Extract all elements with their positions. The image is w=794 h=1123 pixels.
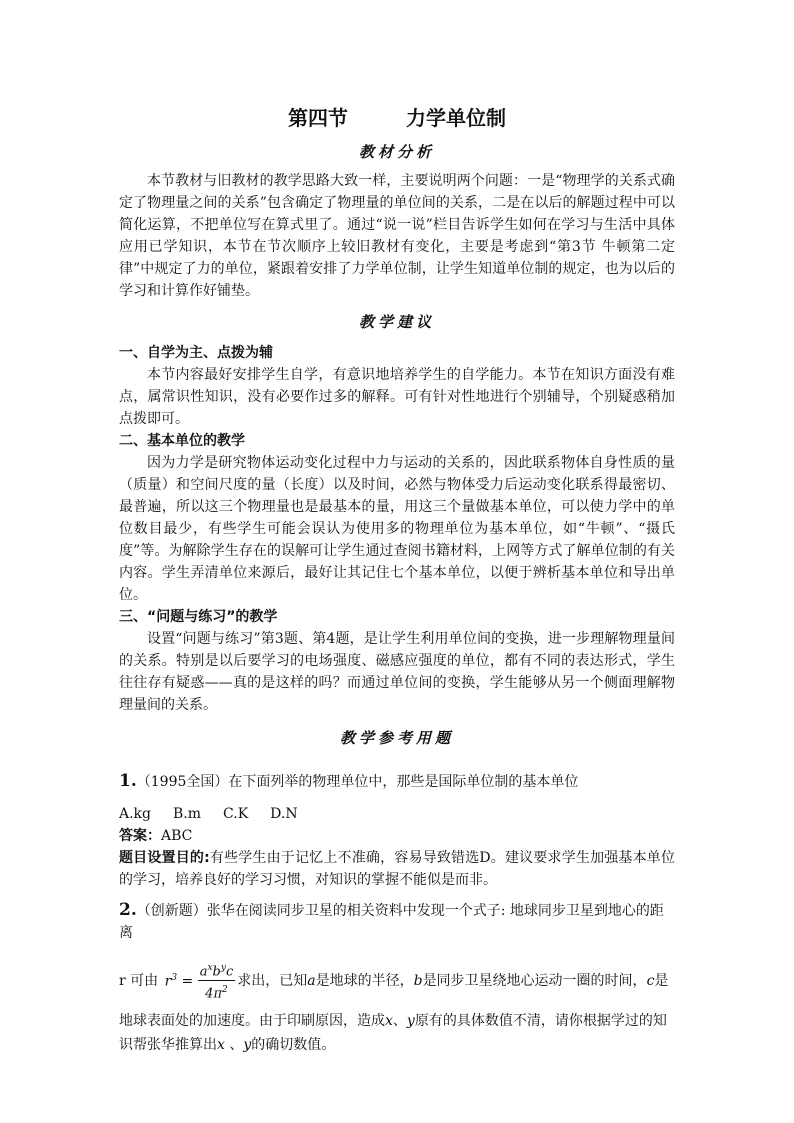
purpose-text: 有些学生由于记忆上不准确，容易导致错选D。建议要求学生加强基本单位的学习，培养良好的学习习惯，对知识的掌握不能似是而非。 (119, 850, 675, 888)
question-2-line3-mid: 原有的具体数值不清，请你根据学过的知识帮张华推算出 (119, 1013, 667, 1054)
question-1-text: （1995全国）在下面列举的物理单位中，那些是国际单位制的基本单位 (136, 774, 579, 790)
question-2-formula-line: r 可由 $r^3$ = $\frac{a^xb^yc}{4\pi^2}$ 求出，已知a是地球的半径，b是同步卫星绕地心运动一圈的时间，c是 (119, 958, 675, 1003)
question-2-c-desc: 是 (654, 972, 669, 989)
option-c: C.K (223, 806, 249, 822)
question-2-line2-pre: r 可由 (119, 972, 159, 989)
analysis-paragraph: 本节教材与旧教材的教学思路大致一样，主要说明两个问题：一是“物理学的关系式确定了物理量之间的关系”包含确定了物理量的单位间的关系，二是在以后的解题过程中可以简化运算，不把单位写在算式里了。通过“说一说”栏目告诉学生如何在学习与生活中具体应用已学知识，本节在节次顺序上较旧教材有变化，主要是考虑到“第3节 牛顿第二定律”中规定了力的单位，紧跟着安排了力学单位制，让学生知道单位制的规定，也为以后的学习和计算作好铺垫。 (119, 173, 675, 299)
subsection-paragraph-3: 设置“问题与练习”第3题、第4题，是让学生利用单位间的变换，进一步理解物理量间的关系。特别是以后要学习的电场强度、磁感应强度的单位，都有不同的表达形式，学生往往存有疑惑——真的是这样的吗？而通过单位间的变换，学生能够从另一个侧面理解物理量间的关系。 (119, 631, 675, 713)
question-1-options (119, 803, 675, 825)
subsection-paragraph-2: 因为力学是研究物体运动变化过程中力与运动的关系的，因此联系物体自身性质的量（质量）和空间尺度的量（长度）以及时间，必然与物体受力后运动变化联系得最密切、最普遍，所以这三个物理量也是最基本的量，用这三个量做基本单位，可以使力学中的单位数目最少，有些学生可能会误认为使用多的物理单位为基本单位，如“牛顿”、“摄氏度”等。为解除学生存在的误解可让学生通过查阅书籍材料，上网等方式了解单位制的有关内容。学生弄清单位来源后，最好让其记住七个基本单位，以便于辨析基本单位和导出单位。 (119, 455, 675, 603)
question-2-b-desc: 是同步卫星绕地心运动一圈的时间， (422, 972, 647, 989)
question-1-answer (119, 825, 675, 847)
section-heading-analysis: 教材分析 (358, 143, 435, 161)
title-section-name: 力学单位制 (406, 106, 506, 130)
subsection-heading-2: 二、基本单位的教学 (119, 433, 245, 449)
section-heading-suggestion: 教学建议 (358, 313, 435, 331)
orbit-formula: $r^3$ = $\frac{a^xb^yc}{4\pi^2}$ (165, 958, 236, 1003)
subsection-heading-1: 一、自学为主、点拨为辅 (119, 345, 273, 361)
question-2-text: （创新题）张华在阅读同步卫星的相关资料中发现一个式子: 地球同步卫星到地心的距离 (119, 903, 664, 941)
option-b: B.m (173, 806, 202, 822)
document-content (119, 100, 675, 1057)
answer-value: ABC (161, 828, 193, 844)
question-2-a-desc: 是地球的半径， (315, 972, 414, 989)
question-2-line2-post: 求出，已知 (237, 972, 308, 989)
question-2-body: 地球表面处的加速度。由于印刷原因，造成x、y原有的具体数值不清，请你根据学过的知识帮张华推算出x 、y的确切数值。 (119, 1013, 667, 1054)
subsection-heading-3: 三、“问题与练习”的教学 (119, 609, 278, 625)
page-title (119, 100, 675, 140)
purpose-label: 题目设置目的: (119, 850, 210, 866)
answer-label: 答案： (119, 828, 161, 844)
section-heading-reference: 教学参考用题 (339, 729, 454, 747)
question-1-purpose (119, 847, 675, 891)
subsection-paragraph-1: 本节内容最好安排学生自学，有意识地培养学生的自学能力。本节在知识方面没有难点，属常识性知识，没有必要作过多的解释。可有针对性地进行个别辅导，个别疑惑稍加点拨即可。 (119, 367, 675, 427)
option-d: D.N (270, 806, 298, 822)
question-1-number: 1. (119, 771, 137, 791)
question-2 (119, 899, 675, 944)
question-2-line3: 地球表面处的加速度。由于印刷原因，造成 (119, 1013, 385, 1030)
question-1 (119, 770, 675, 793)
question-2-line3-end: 的确切数值。 (251, 1037, 336, 1054)
option-a: A.kg (119, 806, 152, 822)
title-section-number: 第四节 (288, 106, 348, 130)
question-2-number: 2. (119, 900, 137, 920)
